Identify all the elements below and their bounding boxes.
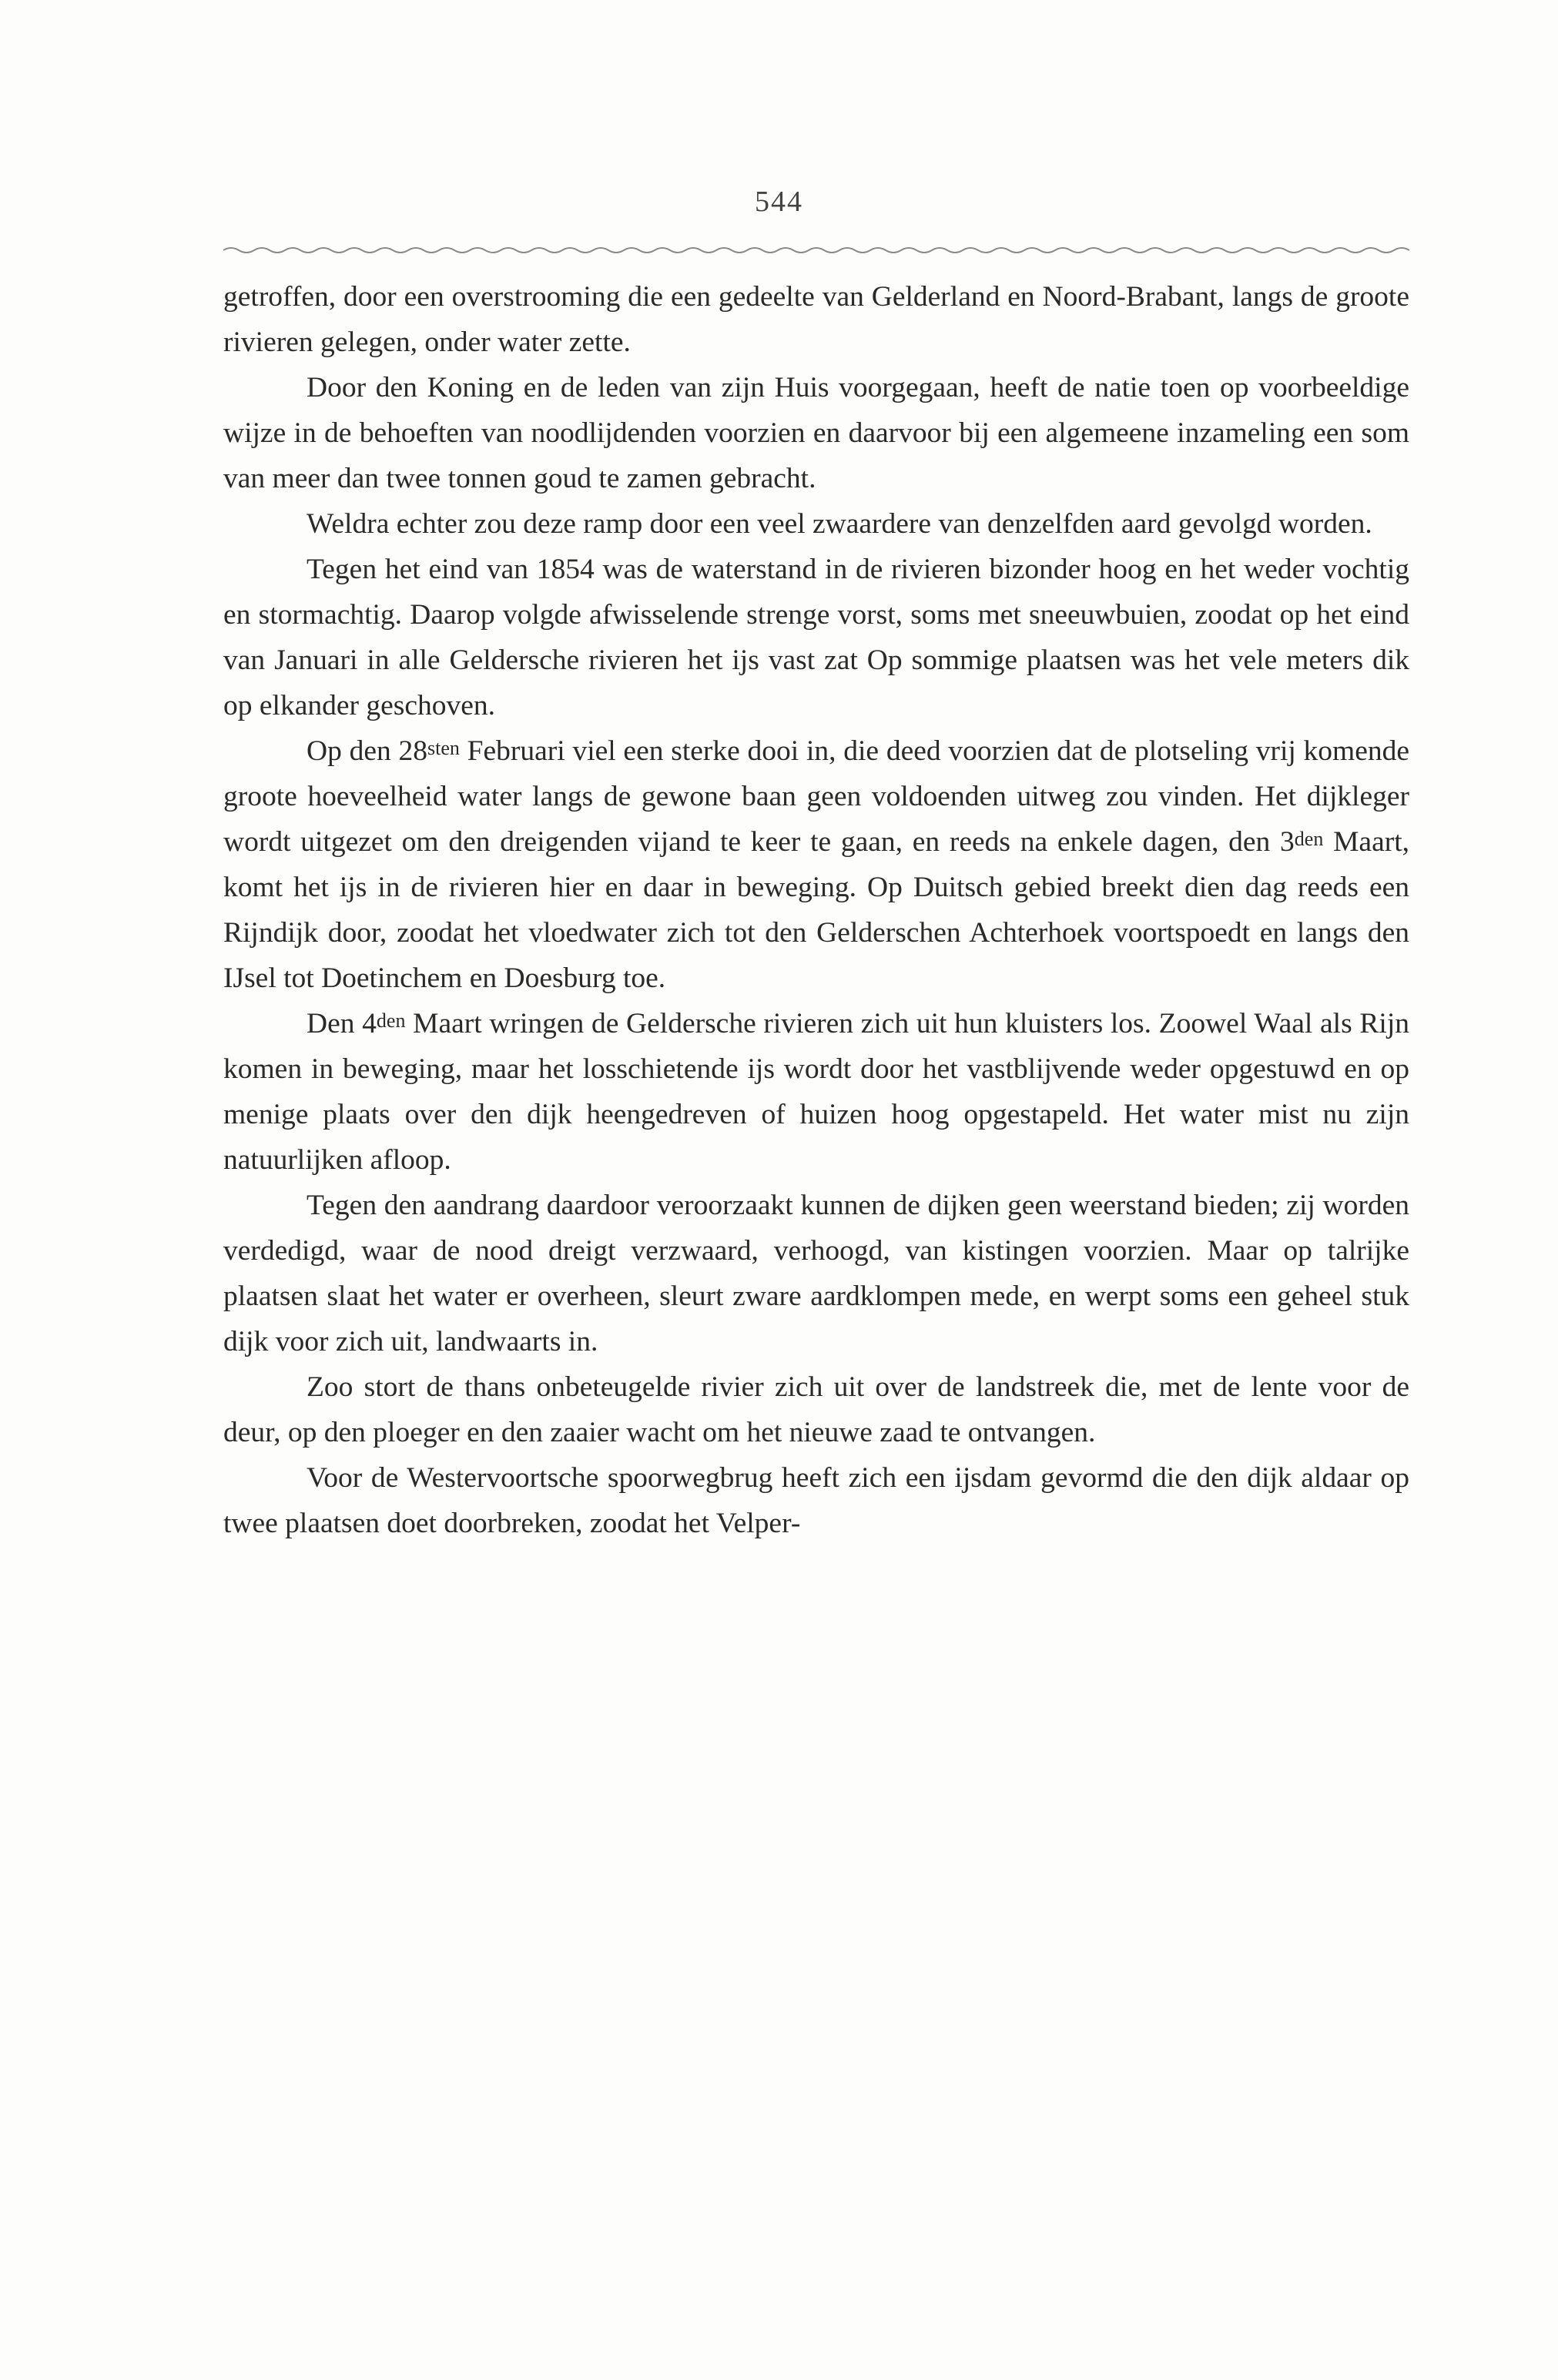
ordinal-suffix: den (1294, 828, 1324, 850)
paragraph-6-part-1: Den 4 (307, 1008, 377, 1039)
paragraph-5 (223, 728, 1409, 1001)
paragraph-1: getroffen, door een overstrooming die een gedeelte van Gelderland en Noord-Brabant, langs de groote rivieren gelegen, onder water zette. (223, 281, 1409, 358)
decorative-wavy-rule (223, 245, 1409, 256)
paragraph-6-part-2: Maart wringen de Geldersche rivieren zich uit hun kluisters los. Zoowel Waal als Rijn komen in beweging, maar het losschietende ijs wordt door het vastblijvende weder opgestuwd en op menige plaats over den dijk heengedreven of huizen hoog opgestapeld. Het water mist nu zijn natuurlijken afloop. (223, 1008, 1409, 1176)
paragraph-6 (223, 1001, 1409, 1183)
ordinal-suffix: den (376, 1009, 406, 1032)
paragraph-5-part-2: Februari viel een sterke dooi in, die deed voorzien dat de plotseling vrij komende groote hoeveelheid water langs de gewone baan geen voldoenden uitweg zou vinden. Het dijkleger wordt uitgezet om den dreigenden vijand te keer te gaan, en reeds na enkele dagen, den 3 (223, 735, 1409, 858)
ordinal-suffix: sten (427, 737, 460, 759)
paragraph-4: Tegen het eind van 1854 was de waterstand in de rivieren bizonder hoog en het weder vochtig en stormachtig. Daarop volgde afwisselende strenge vorst, soms met sneeuwbuien, zoodat op het eind van Januari in alle Geldersche rivieren het ijs vast zat Op sommige plaatsen was het vele meters dik op elkander geschoven. (223, 554, 1409, 721)
paragraph-7: Tegen den aandrang daardoor veroorzaakt kunnen de dijken geen weerstand bieden; zij worden verdedigd, waar de nood dreigt verzwaard, verhoogd, van kistingen voorzien. Maar op talrijke plaatsen slaat het water er overheen, sleurt zware aardklompen mede, en werpt soms een geheel stuk dijk voor zich uit, landwaarts in. (223, 1190, 1409, 1357)
page-number: 544 (755, 186, 803, 218)
paragraph-5-part-1: Op den 28 (307, 735, 427, 767)
paragraph-5-part-3: Maart, komt het ijs in de rivieren hier en daar in beweging. Op Duitsch gebied breekt dien dag reeds een Rijndijk door, zoodat het vloedwater zich tot den Gelderschen Achterhoek voortspoedt en langs den IJsel tot Doetinchem en Doesburg toe. (223, 826, 1409, 994)
paragraph-2: Door den Koning en de leden van zijn Huis voorgegaan, heeft de natie toen op voorbeeldige wijze in de behoeften van noodlijdenden voorzien en daarvoor bij een algemeene inzameling een som van meer dan twee tonnen goud te zamen gebracht. (223, 372, 1409, 494)
wavy-rule-line (223, 248, 1409, 253)
paragraph-9: Voor de Westervoortsche spoorwegbrug heeft zich een ijsdam gevormd die den dijk aldaar op twee plaatsen doet doorbreken, zoodat het Velper- (223, 1462, 1409, 1539)
paragraph-3: Weldra echter zou deze ramp door een veel zwaardere van denzelfden aard gevolgd worden. (307, 508, 1372, 540)
body-text (223, 274, 1409, 1546)
paragraph-8: Zoo stort de thans onbeteugelde rivier zich uit over de landstreek die, met de lente voor de deur, op den ploeger en den zaaier wacht om het nieuwe zaad te ontvangen. (223, 1371, 1409, 1448)
